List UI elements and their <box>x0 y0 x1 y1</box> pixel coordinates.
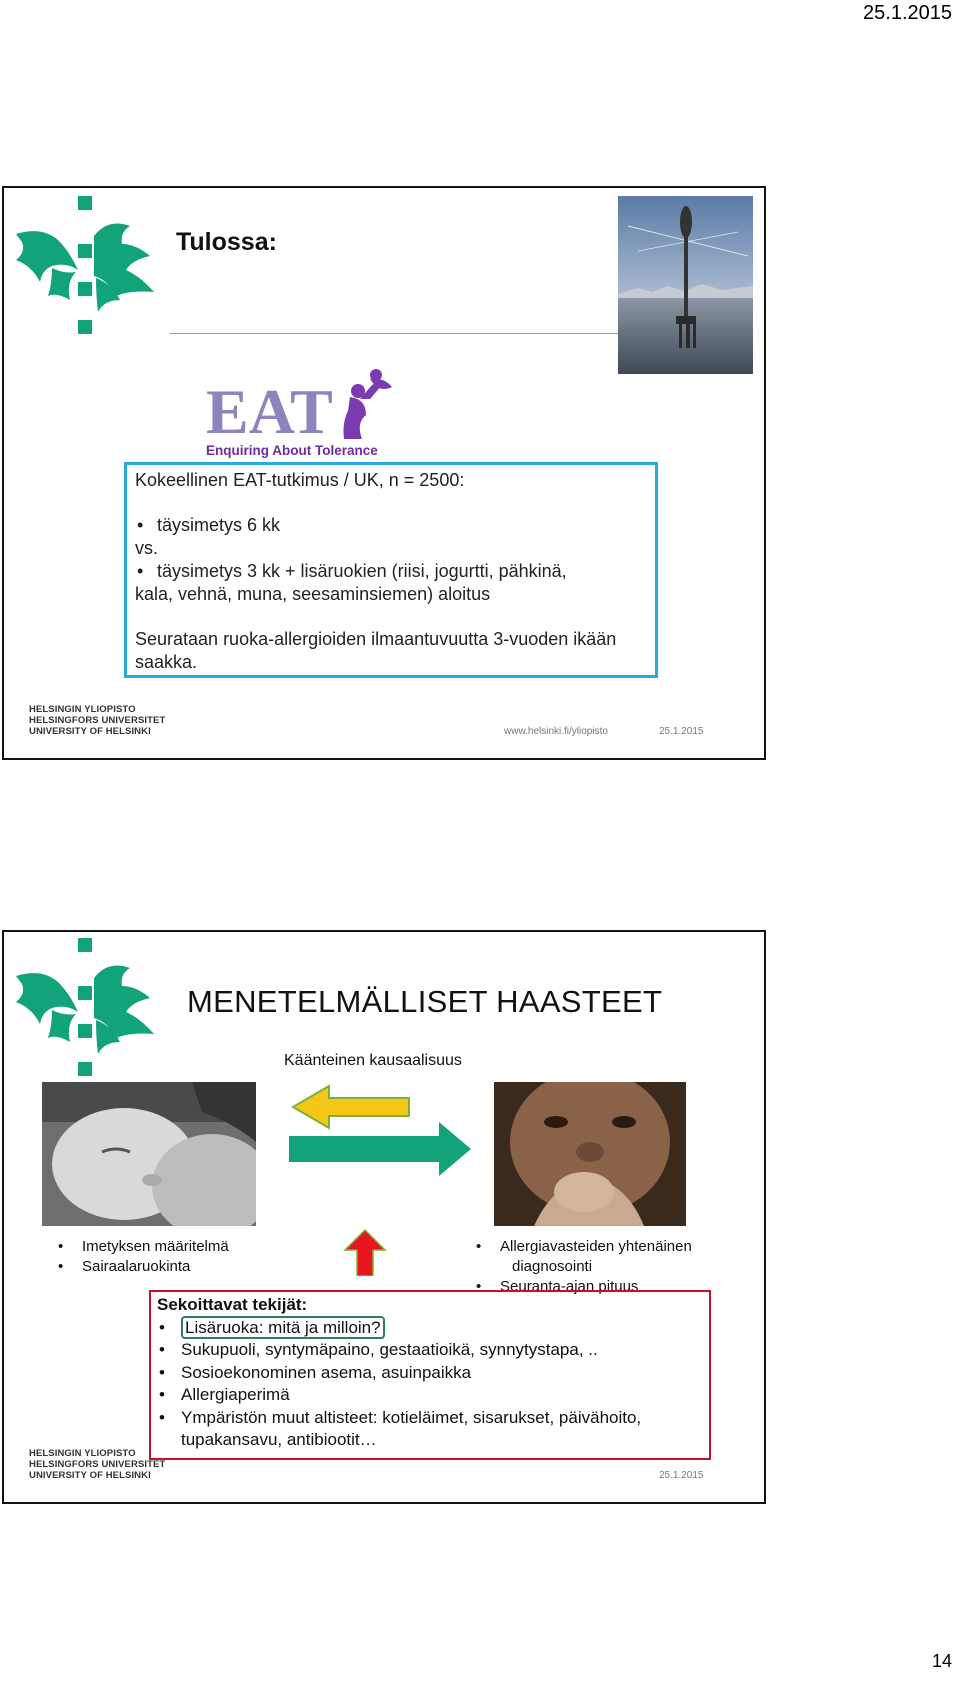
right-arrow-icon <box>289 1122 471 1176</box>
university-flame-logo <box>12 938 162 1088</box>
university-flame-logo <box>12 196 162 346</box>
eat-follow-up-2: saakka. <box>135 652 198 672</box>
causality-arrows <box>289 1082 479 1276</box>
slide-1 <box>2 186 766 760</box>
page-date: 25.1.2015 <box>863 2 952 24</box>
university-wordmark: HELSINGIN YLIOPISTO HELSINGFORS UNIVERSITET UNIVERSITY OF HELSINKI <box>29 1448 166 1481</box>
footer-date: 25.1.2015 <box>659 1470 704 1481</box>
left-arrow-icon <box>293 1086 409 1128</box>
list-item: • Allergiaperimä <box>157 1384 703 1407</box>
confounders-box <box>149 1290 711 1460</box>
list-item: • Seuranta-ajan pituus <box>472 1277 742 1297</box>
eat-bullet-2: • täysimetys 3 kk + lisäruokien (riisi, jogurtti, pähkinä, <box>135 560 647 583</box>
list-item: • Sukupuoli, syntymäpaino, gestaatioikä, synnytystapa, .. <box>157 1339 703 1362</box>
eat-logo-tagline: Enquiring About Tolerance <box>206 443 378 458</box>
eat-bullet-1: • täysimetys 6 kk <box>135 514 647 537</box>
eat-follow-up-1: Seurataan ruoka-allergioiden ilmaantuvuutta 3-vuoden ikään <box>135 629 617 649</box>
slide-title: MENETELMÄLLISET HAASTEET <box>187 984 663 1019</box>
eat-study-logo <box>206 363 416 463</box>
eat-study-box <box>124 462 658 678</box>
list-item: • Allergiavasteiden yhtenäinen <box>472 1237 742 1257</box>
footer-url: www.helsinki.fi/yliopisto <box>504 726 608 737</box>
fork-in-sea-photo <box>618 196 753 374</box>
list-item-cont: diagnosointi <box>512 1258 593 1275</box>
eat-vs: vs. <box>135 538 159 558</box>
eat-bullet-2-cont: kala, vehnä, muna, seesaminsiemen) aloitus <box>135 584 491 604</box>
eat-box-heading: Kokeellinen EAT-tutkimus / UK, n = 2500: <box>135 470 465 490</box>
title-divider <box>170 333 620 334</box>
list-item-cont: tupakansavu, antibiootit… <box>181 1430 377 1449</box>
slide-2 <box>2 930 766 1504</box>
list-item: • Imetyksen määritelmä <box>54 1237 229 1257</box>
list-item: • Ympäristön muut altisteet: kotieläimet, sisarukset, päivähoito, <box>157 1407 703 1430</box>
confounders-heading: Sekoittavat tekijät: <box>157 1295 308 1314</box>
child-eating-photo <box>494 1082 686 1226</box>
allergy-issues-list <box>472 1237 742 1297</box>
eat-logo-acronym: EAT <box>206 376 333 447</box>
footer-date: 25.1.2015 <box>659 726 704 737</box>
breastfeeding-issues-list <box>54 1237 229 1277</box>
highlighted-confounder: Lisäruoka: mitä ja milloin? <box>181 1316 385 1339</box>
page-number: 14 <box>931 1651 952 1671</box>
up-arrow-icon <box>345 1230 385 1276</box>
list-item: • Sosioekonominen asema, asuinpaikka <box>157 1362 703 1385</box>
breastfeeding-baby-photo <box>42 1082 256 1226</box>
university-wordmark: HELSINGIN YLIOPISTO HELSINGFORS UNIVERSITET UNIVERSITY OF HELSINKI <box>29 704 166 737</box>
list-item: • Sairaalaruokinta <box>54 1257 229 1277</box>
slide-title: Tulossa: <box>176 228 277 256</box>
slide-subtitle: Käänteinen kausaalisuus <box>284 1052 462 1069</box>
